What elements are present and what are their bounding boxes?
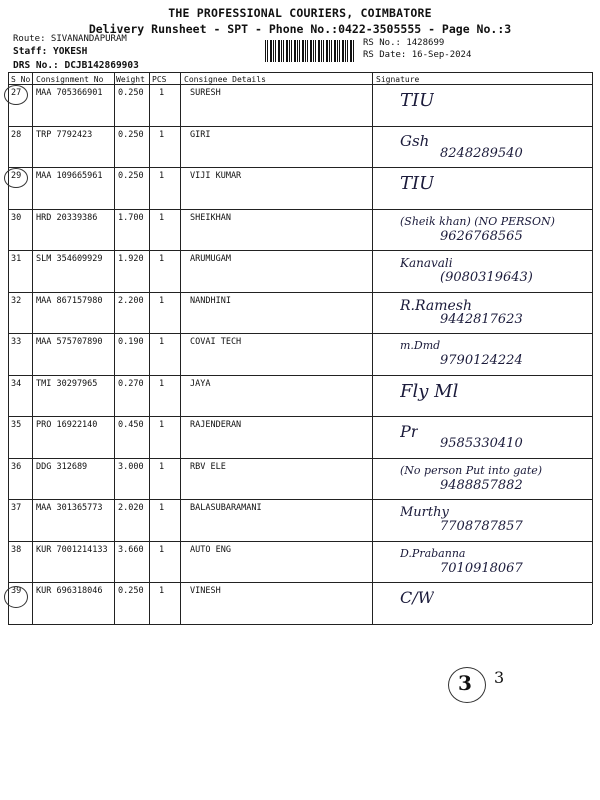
row-sno: 39 xyxy=(11,586,22,596)
row-pcs: 1 xyxy=(159,212,165,223)
row-consignment-no: KUR 696318046 xyxy=(36,586,103,596)
row-signature: m.Dmd xyxy=(400,339,441,352)
col-sno-header: S No xyxy=(11,75,31,84)
row-consignment-no: SLM 354609929 xyxy=(36,254,103,264)
row-signature: TIU xyxy=(400,173,435,194)
row-weight: 3.660 xyxy=(118,544,144,555)
barcode xyxy=(265,40,355,62)
table-column-rule xyxy=(8,72,9,624)
row-weight: 1.700 xyxy=(118,212,144,223)
row-sno: 36 xyxy=(11,461,22,472)
table-column-rule xyxy=(114,72,115,624)
row-pcs: 1 xyxy=(159,337,165,347)
table-rule xyxy=(8,458,592,459)
runsheet-subtitle: Delivery Runsheet - SPT - Phone No.:0422-3505555 - Page No.:3 xyxy=(88,22,512,36)
table-rule xyxy=(8,499,592,500)
row-consignment-no: TMI 30297965 xyxy=(36,378,98,389)
row-signature-phone: 7010918067 xyxy=(440,560,523,576)
row-signature: Murthy xyxy=(400,505,449,520)
rs-number: RS No.: 1428699 xyxy=(363,38,445,48)
table-column-rule xyxy=(592,72,593,624)
circle-mark xyxy=(4,168,28,188)
row-sno: 31 xyxy=(11,254,22,264)
row-weight: 0.190 xyxy=(118,337,144,347)
row-sno: 27 xyxy=(11,88,22,98)
row-pcs: 1 xyxy=(159,461,165,472)
row-consignee: ARUMUGAM xyxy=(190,254,231,264)
table-rule xyxy=(8,333,592,334)
row-weight: 1.920 xyxy=(118,254,144,264)
row-consignee: COVAI TECH xyxy=(190,337,242,347)
col-consignee-header: Consignee Details xyxy=(184,75,266,84)
row-pcs: 1 xyxy=(159,586,165,596)
row-signature-phone: (9080319643) xyxy=(440,270,533,285)
row-consignment-no: PRO 16922140 xyxy=(36,420,98,430)
table-rule xyxy=(8,375,592,376)
row-consignment-no: MAA 301365773 xyxy=(36,503,103,513)
row-signature: TIU xyxy=(400,90,435,111)
row-consignee: AUTO ENG xyxy=(190,544,231,555)
row-weight: 0.250 xyxy=(118,88,144,98)
row-sno: 37 xyxy=(11,503,22,513)
row-weight: 0.450 xyxy=(118,420,144,430)
row-signature-phone: 8248289540 xyxy=(440,145,523,161)
row-consignment-no: MAA 109665961 xyxy=(36,171,103,181)
row-signature-phone: 9442817623 xyxy=(440,311,523,327)
row-consignment-no: HRD 20339386 xyxy=(36,212,98,223)
row-consignee: SURESH xyxy=(190,88,221,98)
route-label: Route: SIVANANDAPURAM xyxy=(13,34,127,44)
table-rule xyxy=(8,624,592,625)
table-rule xyxy=(8,541,592,542)
row-sno: 35 xyxy=(11,420,22,430)
row-consignment-no: DDG 312689 xyxy=(36,461,88,472)
row-weight: 0.270 xyxy=(118,378,144,389)
table-rule xyxy=(8,84,592,85)
row-consignment-no: TRP 7792423 xyxy=(36,129,93,140)
row-pcs: 1 xyxy=(159,420,165,430)
table-column-rule xyxy=(372,72,373,624)
row-signature-phone: 9626768565 xyxy=(440,228,523,244)
row-weight: 2.020 xyxy=(118,503,144,513)
row-consignee: JAYA xyxy=(190,378,211,389)
table-rule xyxy=(8,416,592,417)
row-pcs: 1 xyxy=(159,254,165,264)
drs-number: DRS No.: DCJB142869903 xyxy=(13,60,139,71)
row-weight: 0.250 xyxy=(118,129,144,140)
row-consignee: RBV ELE xyxy=(190,461,226,472)
row-signature: C/W xyxy=(400,588,435,607)
page-mark: 3 xyxy=(494,668,505,687)
row-signature-phone: 9488857882 xyxy=(440,477,523,493)
row-signature: Pr xyxy=(400,422,419,441)
row-pcs: 1 xyxy=(159,295,165,306)
row-pcs: 1 xyxy=(159,88,165,98)
row-pcs: 1 xyxy=(159,544,165,555)
row-signature-phone: 7708787857 xyxy=(440,519,523,534)
row-signature: Fly Ml xyxy=(400,380,459,402)
table-column-rule xyxy=(32,72,33,624)
row-sno: 33 xyxy=(11,337,22,347)
row-signature-phone: 9585330410 xyxy=(440,436,523,451)
row-sno: 34 xyxy=(11,378,22,389)
row-consignee: VIJI KUMAR xyxy=(190,171,242,181)
col-signature-header: Signature xyxy=(376,75,420,84)
row-sno: 32 xyxy=(11,295,22,306)
row-weight: 0.250 xyxy=(118,171,144,181)
table-column-rule xyxy=(180,72,181,624)
row-sno: 38 xyxy=(11,544,22,555)
row-consignment-no: MAA 867157980 xyxy=(36,295,103,306)
table-rule xyxy=(8,209,592,210)
row-consignee: GIRI xyxy=(190,129,211,140)
table-column-rule xyxy=(149,72,150,624)
row-signature: Gsh xyxy=(400,131,430,150)
row-pcs: 1 xyxy=(159,503,165,513)
table-rule xyxy=(8,250,592,251)
row-pcs: 1 xyxy=(159,378,165,389)
row-signature: (Sheik khan) (NO PERSON) xyxy=(400,214,555,228)
rs-date: RS Date: 16-Sep-2024 xyxy=(363,50,472,60)
row-consignee: RAJENDERAN xyxy=(190,420,242,430)
row-sno: 28 xyxy=(11,129,22,140)
row-signature-phone: 9790124224 xyxy=(440,353,523,368)
row-signature: D.Prabanna xyxy=(400,546,466,560)
row-pcs: 1 xyxy=(159,129,165,140)
row-consignee: SHEIKHAN xyxy=(190,212,231,223)
col-pcs-header: PCS xyxy=(152,75,167,84)
row-consignment-no: KUR 7001214133 xyxy=(36,544,108,555)
staff-label: Staff: YOKESH xyxy=(13,46,88,57)
row-signature: R.Ramesh xyxy=(400,297,472,314)
col-weight-header: Weight xyxy=(116,75,145,84)
row-signature: Kanavali xyxy=(400,256,453,270)
row-weight: 2.200 xyxy=(118,295,144,306)
circle-mark xyxy=(4,85,28,105)
table-rule xyxy=(8,126,592,127)
company-title: THE PROFESSIONAL COURIERS, COIMBATORE xyxy=(168,6,432,20)
col-consignment-header: Consignment No xyxy=(36,75,104,84)
table-rule xyxy=(8,582,592,583)
row-consignee: BALASUBARAMANI xyxy=(190,503,262,513)
row-consignee: VINESH xyxy=(190,586,221,596)
row-pcs: 1 xyxy=(159,171,165,181)
table-rule xyxy=(8,167,592,168)
row-weight: 0.250 xyxy=(118,586,144,596)
page-mark-circled: 3 xyxy=(458,671,472,695)
row-sno: 30 xyxy=(11,212,22,223)
row-consignee: NANDHINI xyxy=(190,295,231,306)
row-consignment-no: MAA 575707890 xyxy=(36,337,103,347)
table-rule xyxy=(8,292,592,293)
row-weight: 3.000 xyxy=(118,461,144,472)
row-signature: (No person Put into gate) xyxy=(400,463,543,477)
circle-mark xyxy=(4,586,28,608)
table-rule xyxy=(8,72,592,73)
row-consignment-no: MAA 705366901 xyxy=(36,88,103,98)
row-sno: 29 xyxy=(11,171,22,181)
